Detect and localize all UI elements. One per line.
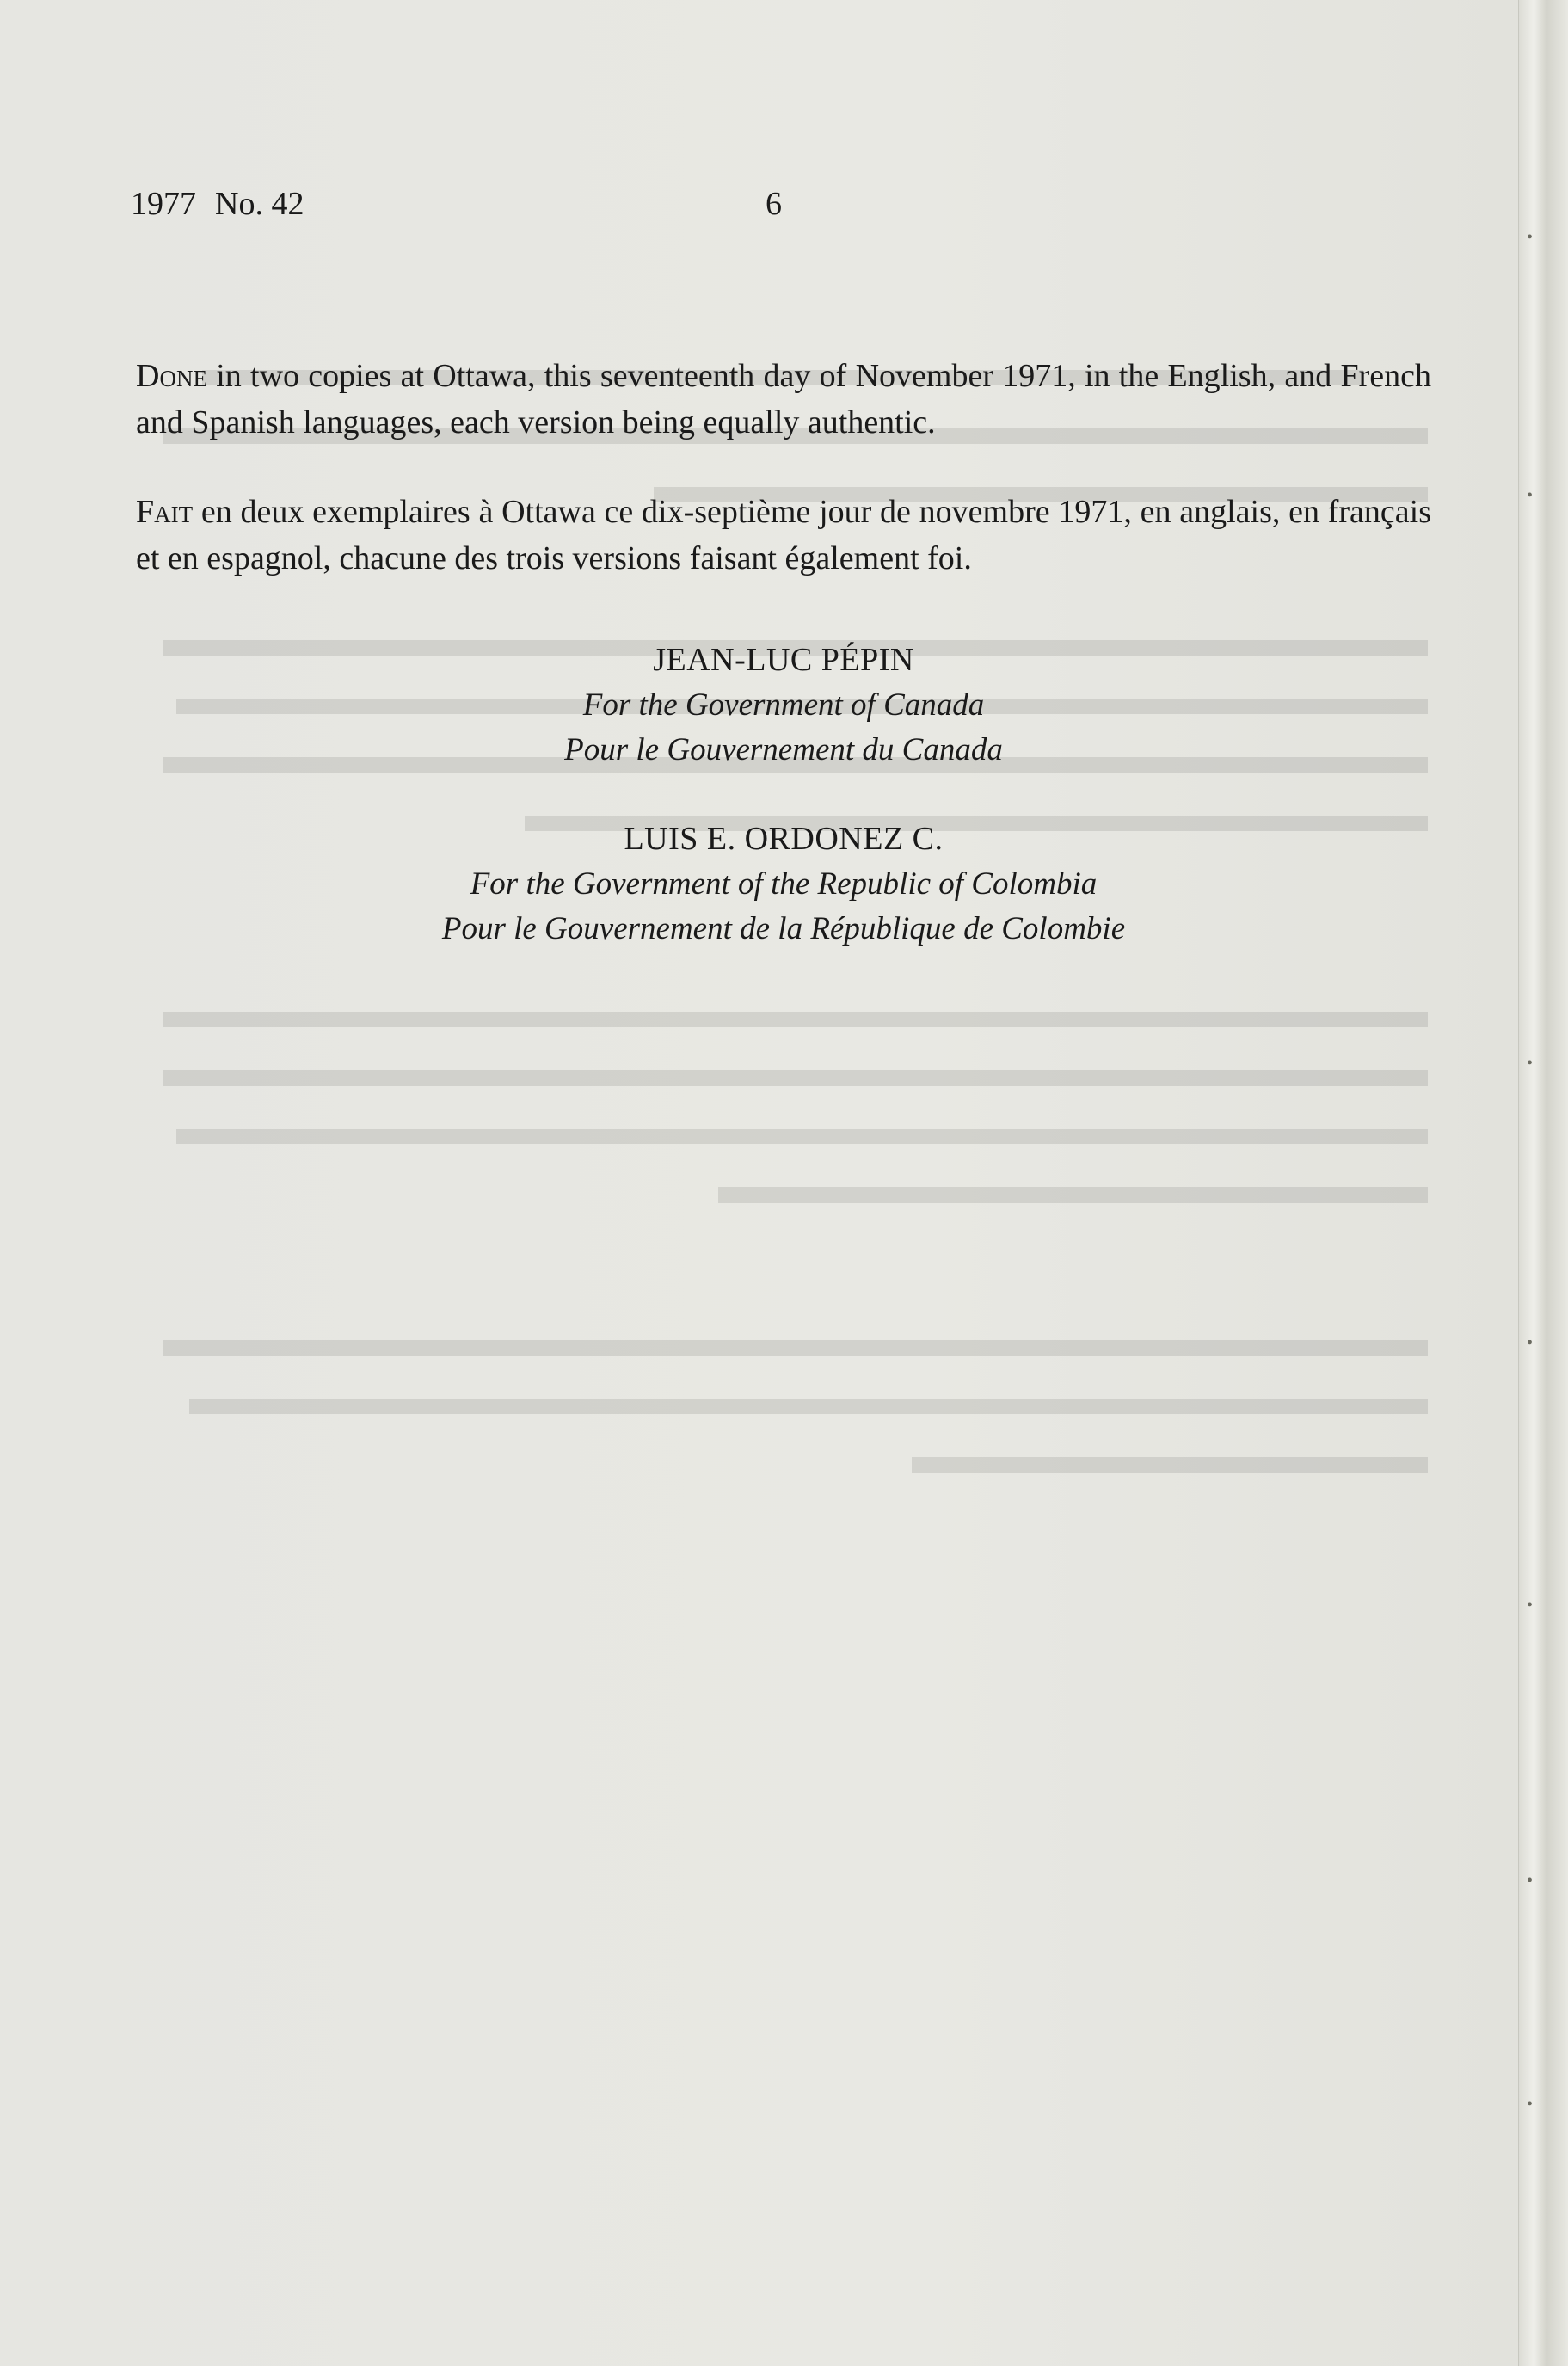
binding-edge <box>1518 0 1568 2366</box>
signatory-role-french: Pour le Gouvernement de la République de Colombie <box>441 911 1126 946</box>
english-paragraph-text: in two copies at Ottawa, this seventeenth day of November 1971, in the English, and French and Spanish languages, each version being equally authentic. <box>136 358 1431 441</box>
signatory-name: LUIS E. ORDONEZ C. <box>624 821 944 857</box>
signature-block-colombia <box>136 816 1431 952</box>
binding-stitch-mark: • <box>1527 1596 1534 1615</box>
binding-stitch-mark: • <box>1527 1054 1534 1073</box>
signatory-role-english: For the Government of Canada <box>582 687 985 723</box>
signatory-name: JEAN-LUC PÉPIN <box>653 642 914 678</box>
french-closing-paragraph <box>136 489 1431 582</box>
binding-stitch-mark: • <box>1527 1871 1534 1890</box>
french-paragraph-text: en deux exemplaires à Ottawa ce dix-septième jour de novembre 1971, en anglais, en français et en espagnol, chacune des trois versions faisant également foi. <box>136 494 1431 576</box>
publication-reference <box>131 185 304 223</box>
signatory-role-french: Pour le Gouvernement du Canada <box>564 732 1003 767</box>
binding-stitch-mark: • <box>1527 486 1534 505</box>
signature-block-canada <box>136 637 1431 773</box>
french-lead-word: Fait <box>136 494 194 530</box>
signatory-role-english: For the Government of the Republic of Colombia <box>470 866 1098 902</box>
page-number: 6 <box>766 186 782 222</box>
binding-stitch-mark: • <box>1527 1334 1534 1352</box>
binding-stitch-mark: • <box>1527 2095 1534 2114</box>
year: 1977 <box>131 186 196 222</box>
binding-stitch-mark: • <box>1527 228 1534 247</box>
treaty-number: No. 42 <box>215 186 304 222</box>
english-closing-paragraph <box>136 353 1431 446</box>
english-lead-word: Done <box>136 358 207 394</box>
